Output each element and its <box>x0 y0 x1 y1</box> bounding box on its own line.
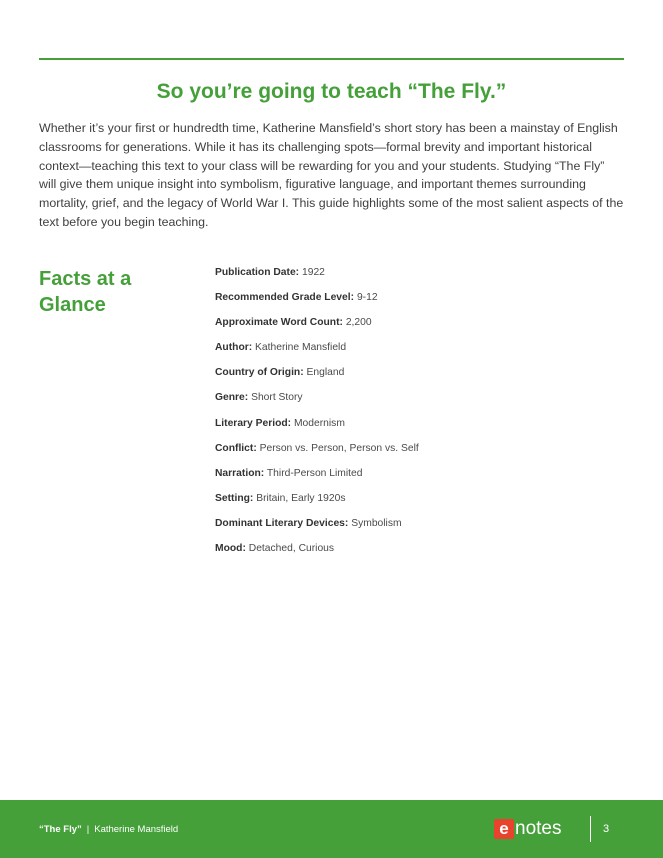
footer-separator: | <box>86 824 90 835</box>
fact-label: Approximate Word Count: <box>215 317 343 329</box>
footer-title <box>39 824 178 836</box>
fact-value: Katherine Mansfield <box>255 342 347 354</box>
fact-label: Mood: <box>215 543 246 555</box>
fact-value: Modernism <box>293 417 345 429</box>
fact-grade-level <box>215 291 635 316</box>
fact-value: Britain, Early 1920s <box>256 492 346 504</box>
fact-label: Author: <box>215 342 253 354</box>
enotes-logo <box>494 817 561 841</box>
fact-publication-date <box>215 266 635 291</box>
fact-label: Literary Period: <box>215 417 292 429</box>
footer-author: Katherine Mansfield <box>94 824 179 835</box>
fact-label: Publication Date: <box>215 267 300 278</box>
fact-value: Symbolism <box>351 517 402 529</box>
fact-mood <box>215 542 635 567</box>
fact-narration <box>215 467 635 492</box>
page-number: 3 <box>603 823 610 835</box>
fact-value: 9-12 <box>356 292 378 304</box>
facts-list <box>215 266 635 567</box>
logo-e-mark: e <box>494 819 514 839</box>
top-divider <box>39 58 624 60</box>
footer-divider <box>590 816 591 842</box>
fact-label: Dominant Literary Devices: <box>215 517 349 529</box>
fact-value: Short Story <box>251 392 303 404</box>
fact-label: Setting: <box>215 492 254 504</box>
fact-value: 1922 <box>301 267 325 278</box>
fact-label: Genre: <box>215 392 249 404</box>
page-footer <box>0 800 663 858</box>
footer-work-title: “The Fly” <box>39 824 82 835</box>
fact-label: Narration: <box>215 467 265 479</box>
fact-literary-period <box>215 417 635 442</box>
fact-genre <box>215 391 635 416</box>
intro-paragraph: Whether it’s your first or hundredth time, Katherine Mansfield’s short story has been a mainstay of English classrooms for generations. While it has its challenging spots—formal brevity and important historical context—teaching this text to your class will be rewarding for you and your students. Studying “The Fly” will give them unique insight into symbolism, figurative language, and important themes surrounding mortality, grief, and the legacy of World War I. This guide highlights some of the most salient aspects of the text before you begin teaching. <box>39 121 624 229</box>
fact-setting <box>215 492 635 517</box>
fact-conflict <box>215 442 635 467</box>
logo-wordmark: notes <box>515 818 562 839</box>
fact-country <box>215 366 635 391</box>
fact-label: Recommended Grade Level: <box>215 292 355 304</box>
facts-heading: Facts at a Glance <box>39 268 132 316</box>
fact-value: Detached, Curious <box>248 543 335 555</box>
fact-word-count <box>215 316 635 341</box>
fact-value: Person vs. Person, Person vs. Self <box>259 442 419 454</box>
fact-value: Third-Person Limited <box>266 467 363 479</box>
fact-literary-devices <box>215 517 635 542</box>
fact-author <box>215 341 635 366</box>
fact-label: Conflict: <box>215 442 257 454</box>
page-title: So you’re going to teach “The Fly.” <box>156 80 507 103</box>
fact-value: 2,200 <box>345 317 372 329</box>
fact-label: Country of Origin: <box>215 367 304 379</box>
fact-value: England <box>306 367 345 379</box>
